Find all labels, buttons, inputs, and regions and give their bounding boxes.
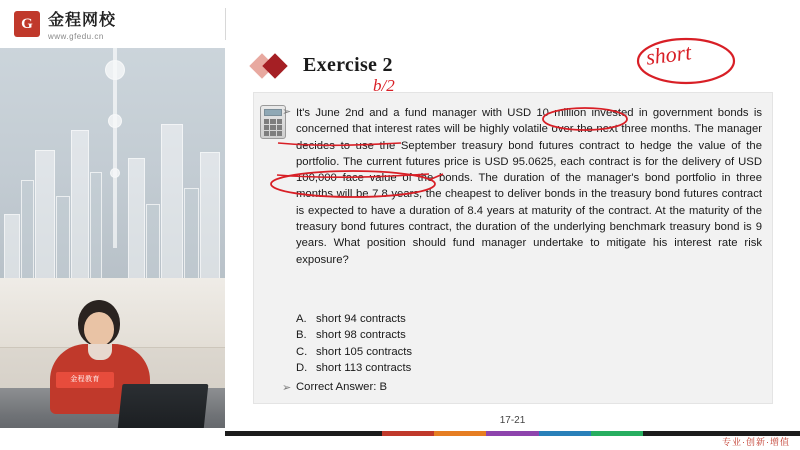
presenter-face	[84, 312, 114, 346]
tower-icon	[104, 18, 126, 248]
stripe-segment	[539, 431, 591, 436]
choice-text: short 98 contracts	[316, 329, 406, 342]
stripe-segment	[382, 431, 434, 436]
choice-letter: D.	[296, 361, 308, 374]
brand-name-en: www.gfedu.cn	[48, 32, 104, 41]
laptop	[118, 384, 209, 430]
bullet-icon-question: ➢	[282, 106, 292, 118]
logo-icon: G	[14, 11, 40, 37]
choice-letter: C.	[296, 345, 308, 358]
annotation-underline-government-bonds	[278, 143, 401, 145]
stripe-segment	[225, 431, 382, 436]
presenter-badge: 金程教育	[56, 372, 114, 388]
annotation-b-over-2-label: b/2	[373, 76, 395, 95]
question-text: It's June 2nd and a fund manager with USD 10 million invested in government bonds is concerned that interest rates will be highly volatile over the next three months. The manager decides to use the September treasury bond futures contract to hedge the value of the portfolio. The current futures price is USD 95.0625, each contract is for the delivery of USD 100,000 face value of the bonds. The duration of the manager's bond portfolio in three months will be 7.8 years, the cheapest to deliver bonds in the treasury bond futures contract is expected to have a duration of 8.4 years at maturity of the contract. At the maturity of the treasury bond futures contract, the duration of the underlying benchmark treasury bond is 9 years. What position should fund manager undertake to mitigate his interest rate risk exposure?	[296, 107, 762, 266]
slide	[233, 14, 793, 424]
annotation-layer	[233, 14, 793, 424]
correct-answer: Correct Answer: B	[296, 381, 388, 393]
stripe-segment	[591, 431, 643, 436]
footer-color-stripe	[225, 431, 800, 436]
brand-logo[interactable]	[0, 0, 225, 48]
annotation-circle-treasury-bond-futures	[271, 171, 435, 197]
annotation-circle-short	[638, 39, 734, 83]
video-panel	[0, 0, 225, 450]
footer	[0, 428, 800, 450]
choice-text: short 105 contracts	[316, 345, 413, 358]
choice-text: short 94 contracts	[316, 313, 406, 325]
annotation-circle-10-million	[543, 108, 627, 130]
bullet-icon-answer: ➢	[282, 382, 292, 394]
annotation-short-label: short	[644, 39, 693, 70]
page-title: Exercise 2	[303, 53, 393, 76]
presenter-collar	[88, 344, 112, 360]
brand-name-cn: 金程网校	[48, 12, 117, 29]
page-number: 17-21	[499, 415, 526, 426]
annotation-tick	[429, 174, 443, 180]
stripe-segment	[434, 431, 486, 436]
header-divider	[225, 8, 226, 40]
stripe-segment	[486, 431, 538, 436]
slide-area	[225, 0, 800, 450]
choice-letter: B.	[296, 329, 307, 342]
choice-letter: A.	[296, 313, 307, 325]
choice-text: short 113 contracts	[316, 361, 412, 374]
footer-slogan: 专业·创新·增值	[722, 437, 790, 447]
